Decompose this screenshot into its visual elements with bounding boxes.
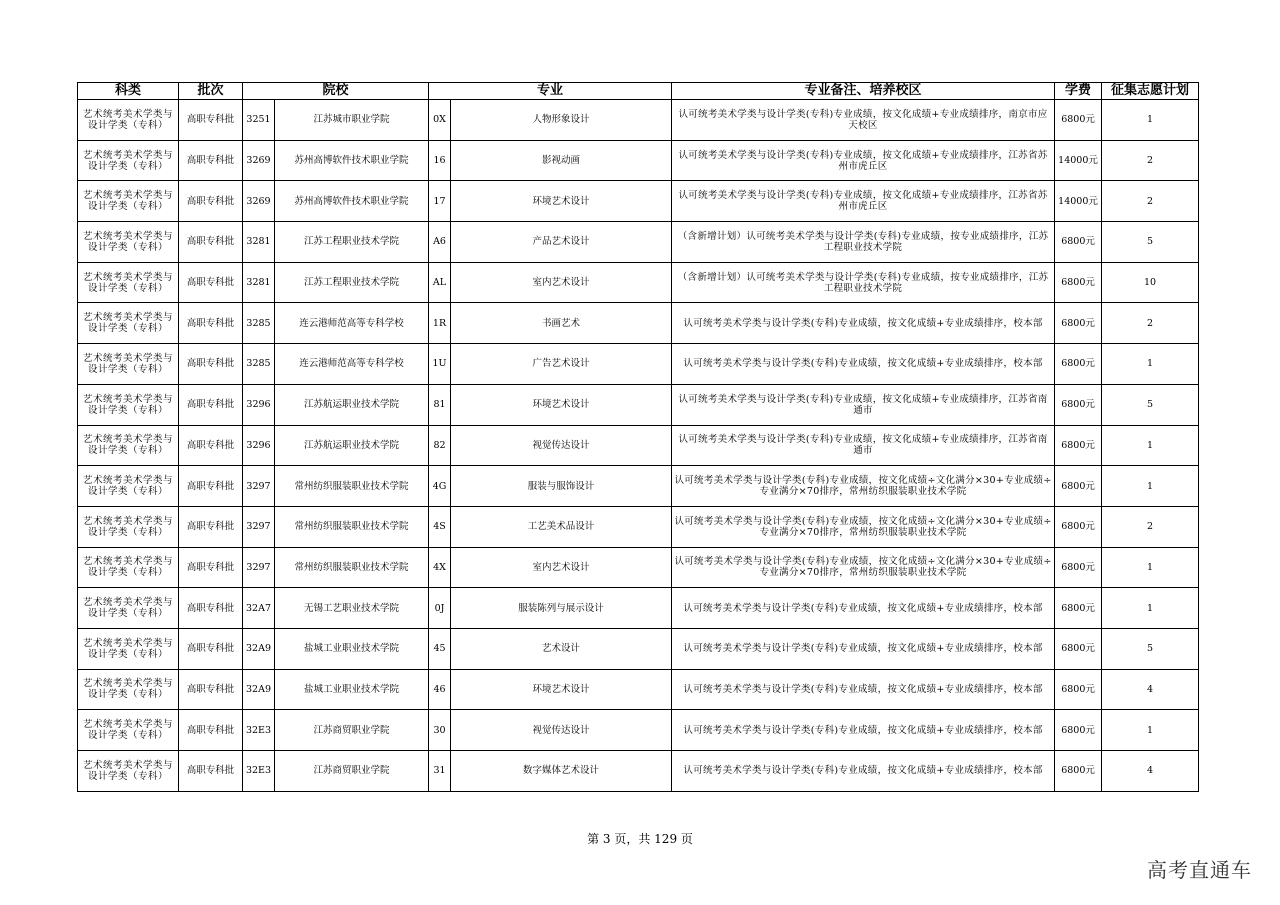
cell-plan: 2 bbox=[1102, 140, 1199, 181]
cell-notes: 认可统考美术学类与设计学类(专科)专业成绩，按文化成绩+专业成绩排序，校本部 bbox=[672, 303, 1055, 344]
header-tuition: 学费 bbox=[1055, 83, 1102, 100]
cell-school-code: 3296 bbox=[243, 425, 275, 466]
cell-tuition: 14000元 bbox=[1055, 181, 1102, 222]
cell-school: 盐城工业职业技术学院 bbox=[275, 669, 429, 710]
cell-notes: 认可统考美术学类与设计学类(专科)专业成绩，按文化成绩+专业成绩排序，江苏省南通市 bbox=[672, 425, 1055, 466]
cell-major-code: 16 bbox=[429, 140, 451, 181]
cell-notes: （含新增计划）认可统考美术学类与设计学类(专科)专业成绩，按专业成绩排序，江苏工程职业技术学院 bbox=[672, 262, 1055, 303]
cell-school-code: 3297 bbox=[243, 466, 275, 507]
cell-batch: 高职专科批 bbox=[179, 425, 243, 466]
cell-school-code: 3269 bbox=[243, 140, 275, 181]
cell-school-code: 3297 bbox=[243, 547, 275, 588]
cell-category: 艺术统考美术学类与设计学类（专科） bbox=[78, 588, 179, 629]
cell-batch: 高职专科批 bbox=[179, 710, 243, 751]
cell-school: 江苏工程职业技术学院 bbox=[275, 222, 429, 263]
cell-major: 工艺美术品设计 bbox=[451, 506, 672, 547]
cell-batch: 高职专科批 bbox=[179, 506, 243, 547]
cell-notes: 认可统考美术学类与设计学类(专科)专业成绩，按文化成绩÷文化满分×30+专业成绩÷专业满分×70排序，常州纺织服装职业技术学院 bbox=[672, 506, 1055, 547]
cell-category: 艺术统考美术学类与设计学类（专科） bbox=[78, 303, 179, 344]
cell-batch: 高职专科批 bbox=[179, 384, 243, 425]
cell-notes: 认可统考美术学类与设计学类(专科)专业成绩，按文化成绩÷文化满分×30+专业成绩÷专业满分×70排序，常州纺织服装职业技术学院 bbox=[672, 547, 1055, 588]
cell-school: 苏州高博软件技术职业学院 bbox=[275, 181, 429, 222]
cell-tuition: 6800元 bbox=[1055, 547, 1102, 588]
cell-major-code: 82 bbox=[429, 425, 451, 466]
cell-school-code: 3296 bbox=[243, 384, 275, 425]
table-row bbox=[78, 751, 1199, 792]
cell-category: 艺术统考美术学类与设计学类（专科） bbox=[78, 751, 179, 792]
table-row bbox=[78, 181, 1199, 222]
cell-major-code: AL bbox=[429, 262, 451, 303]
table-row bbox=[78, 669, 1199, 710]
cell-plan: 5 bbox=[1102, 628, 1199, 669]
table-row bbox=[78, 588, 1199, 629]
admission-table bbox=[77, 82, 1199, 792]
table-row bbox=[78, 262, 1199, 303]
cell-major: 书画艺术 bbox=[451, 303, 672, 344]
cell-category: 艺术统考美术学类与设计学类（专科） bbox=[78, 222, 179, 263]
cell-major-code: 46 bbox=[429, 669, 451, 710]
cell-school-code: 32E3 bbox=[243, 710, 275, 751]
cell-notes: 认可统考美术学类与设计学类(专科)专业成绩，按文化成绩÷文化满分×30+专业成绩÷专业满分×70排序，常州纺织服装职业技术学院 bbox=[672, 466, 1055, 507]
cell-category: 艺术统考美术学类与设计学类（专科） bbox=[78, 181, 179, 222]
table-row bbox=[78, 344, 1199, 385]
header-notes: 专业备注、培养校区 bbox=[672, 83, 1055, 100]
cell-major: 室内艺术设计 bbox=[451, 262, 672, 303]
cell-school-code: 32A9 bbox=[243, 669, 275, 710]
table-row bbox=[78, 506, 1199, 547]
cell-category: 艺术统考美术学类与设计学类（专科） bbox=[78, 547, 179, 588]
cell-batch: 高职专科批 bbox=[179, 628, 243, 669]
cell-tuition: 6800元 bbox=[1055, 588, 1102, 629]
cell-major: 室内艺术设计 bbox=[451, 547, 672, 588]
cell-tuition: 6800元 bbox=[1055, 466, 1102, 507]
cell-school-code: 3285 bbox=[243, 303, 275, 344]
cell-plan: 2 bbox=[1102, 181, 1199, 222]
cell-tuition: 6800元 bbox=[1055, 303, 1102, 344]
cell-batch: 高职专科批 bbox=[179, 222, 243, 263]
cell-major-code: 45 bbox=[429, 628, 451, 669]
cell-school-code: 3285 bbox=[243, 344, 275, 385]
cell-major: 人物形象设计 bbox=[451, 100, 672, 141]
cell-batch: 高职专科批 bbox=[179, 181, 243, 222]
cell-category: 艺术统考美术学类与设计学类（专科） bbox=[78, 344, 179, 385]
table-row bbox=[78, 547, 1199, 588]
cell-school-code: 3269 bbox=[243, 181, 275, 222]
cell-notes: 认可统考美术学类与设计学类(专科)专业成绩，按文化成绩+专业成绩排序，校本部 bbox=[672, 710, 1055, 751]
cell-school: 苏州高博软件技术职业学院 bbox=[275, 140, 429, 181]
cell-major-code: 31 bbox=[429, 751, 451, 792]
cell-major-code: 0J bbox=[429, 588, 451, 629]
header-major: 专业 bbox=[429, 83, 672, 100]
cell-notes: （含新增计划）认可统考美术学类与设计学类(专科)专业成绩，按专业成绩排序，江苏工程职业技术学院 bbox=[672, 222, 1055, 263]
cell-notes: 认可统考美术学类与设计学类(专科)专业成绩，按文化成绩+专业成绩排序，校本部 bbox=[672, 628, 1055, 669]
cell-batch: 高职专科批 bbox=[179, 100, 243, 141]
cell-plan: 1 bbox=[1102, 100, 1199, 141]
cell-major-code: 17 bbox=[429, 181, 451, 222]
table-row bbox=[78, 628, 1199, 669]
cell-plan: 4 bbox=[1102, 751, 1199, 792]
cell-batch: 高职专科批 bbox=[179, 588, 243, 629]
cell-school: 江苏航运职业技术学院 bbox=[275, 384, 429, 425]
cell-school: 连云港师范高等专科学校 bbox=[275, 303, 429, 344]
page-number: 第 3 页，共 129 页 bbox=[587, 832, 693, 846]
cell-school: 常州纺织服装职业技术学院 bbox=[275, 547, 429, 588]
cell-tuition: 6800元 bbox=[1055, 751, 1102, 792]
cell-school-code: 3281 bbox=[243, 222, 275, 263]
cell-batch: 高职专科批 bbox=[179, 547, 243, 588]
table-row bbox=[78, 466, 1199, 507]
cell-category: 艺术统考美术学类与设计学类（专科） bbox=[78, 466, 179, 507]
cell-tuition: 14000元 bbox=[1055, 140, 1102, 181]
cell-batch: 高职专科批 bbox=[179, 303, 243, 344]
cell-notes: 认可统考美术学类与设计学类(专科)专业成绩，按文化成绩+专业成绩排序，校本部 bbox=[672, 751, 1055, 792]
cell-batch: 高职专科批 bbox=[179, 140, 243, 181]
cell-major: 服装与服饰设计 bbox=[451, 466, 672, 507]
cell-major-code: 4S bbox=[429, 506, 451, 547]
cell-plan: 10 bbox=[1102, 262, 1199, 303]
cell-school-code: 3281 bbox=[243, 262, 275, 303]
cell-major-code: 30 bbox=[429, 710, 451, 751]
cell-category: 艺术统考美术学类与设计学类（专科） bbox=[78, 710, 179, 751]
table-row bbox=[78, 710, 1199, 751]
cell-plan: 1 bbox=[1102, 710, 1199, 751]
cell-school: 江苏商贸职业学院 bbox=[275, 751, 429, 792]
cell-school-code: 3297 bbox=[243, 506, 275, 547]
cell-plan: 5 bbox=[1102, 222, 1199, 263]
table-row bbox=[78, 100, 1199, 141]
cell-school: 盐城工业职业技术学院 bbox=[275, 628, 429, 669]
cell-major: 环境艺术设计 bbox=[451, 181, 672, 222]
cell-major: 环境艺术设计 bbox=[451, 669, 672, 710]
cell-plan: 2 bbox=[1102, 303, 1199, 344]
cell-plan: 1 bbox=[1102, 425, 1199, 466]
header-batch: 批次 bbox=[179, 83, 243, 100]
cell-notes: 认可统考美术学类与设计学类(专科)专业成绩，按文化成绩+专业成绩排序，江苏省苏州市虎丘区 bbox=[672, 140, 1055, 181]
cell-plan: 1 bbox=[1102, 466, 1199, 507]
cell-notes: 认可统考美术学类与设计学类(专科)专业成绩，按文化成绩+专业成绩排序，校本部 bbox=[672, 669, 1055, 710]
cell-tuition: 6800元 bbox=[1055, 262, 1102, 303]
cell-batch: 高职专科批 bbox=[179, 751, 243, 792]
cell-major: 产品艺术设计 bbox=[451, 222, 672, 263]
cell-category: 艺术统考美术学类与设计学类（专科） bbox=[78, 384, 179, 425]
cell-major-code: 4G bbox=[429, 466, 451, 507]
table-row bbox=[78, 222, 1199, 263]
cell-category: 艺术统考美术学类与设计学类（专科） bbox=[78, 425, 179, 466]
cell-notes: 认可统考美术学类与设计学类(专科)专业成绩，按文化成绩+专业成绩排序，校本部 bbox=[672, 588, 1055, 629]
cell-school: 常州纺织服装职业技术学院 bbox=[275, 466, 429, 507]
cell-major: 视觉传达设计 bbox=[451, 710, 672, 751]
cell-school: 江苏商贸职业学院 bbox=[275, 710, 429, 751]
cell-school: 江苏航运职业技术学院 bbox=[275, 425, 429, 466]
cell-major-code: 1U bbox=[429, 344, 451, 385]
cell-plan: 1 bbox=[1102, 344, 1199, 385]
cell-school-code: 32A7 bbox=[243, 588, 275, 629]
cell-major: 影视动画 bbox=[451, 140, 672, 181]
cell-plan: 1 bbox=[1102, 588, 1199, 629]
table-row bbox=[78, 140, 1199, 181]
cell-major: 数字媒体艺术设计 bbox=[451, 751, 672, 792]
cell-notes: 认可统考美术学类与设计学类(专科)专业成绩，按文化成绩+专业成绩排序，江苏省苏州市虎丘区 bbox=[672, 181, 1055, 222]
cell-major: 广告艺术设计 bbox=[451, 344, 672, 385]
cell-category: 艺术统考美术学类与设计学类（专科） bbox=[78, 140, 179, 181]
table-row bbox=[78, 303, 1199, 344]
cell-tuition: 6800元 bbox=[1055, 425, 1102, 466]
cell-tuition: 6800元 bbox=[1055, 628, 1102, 669]
cell-major-code: 1R bbox=[429, 303, 451, 344]
cell-batch: 高职专科批 bbox=[179, 466, 243, 507]
cell-plan: 4 bbox=[1102, 669, 1199, 710]
watermark-logo: 高考直通车 bbox=[1147, 858, 1252, 882]
cell-tuition: 6800元 bbox=[1055, 506, 1102, 547]
cell-major: 服装陈列与展示设计 bbox=[451, 588, 672, 629]
cell-notes: 认可统考美术学类与设计学类(专科)专业成绩，按文化成绩+专业成绩排序，江苏省南通市 bbox=[672, 384, 1055, 425]
cell-school: 无锡工艺职业技术学院 bbox=[275, 588, 429, 629]
cell-major-code: A6 bbox=[429, 222, 451, 263]
cell-notes: 认可统考美术学类与设计学类(专科)专业成绩，按文化成绩+专业成绩排序，南京市应天校区 bbox=[672, 100, 1055, 141]
cell-tuition: 6800元 bbox=[1055, 222, 1102, 263]
header-plan: 征集志愿计划 bbox=[1102, 83, 1199, 100]
cell-major: 艺术设计 bbox=[451, 628, 672, 669]
table-body bbox=[78, 100, 1199, 792]
cell-school: 连云港师范高等专科学校 bbox=[275, 344, 429, 385]
cell-batch: 高职专科批 bbox=[179, 669, 243, 710]
cell-school-code: 32E3 bbox=[243, 751, 275, 792]
cell-category: 艺术统考美术学类与设计学类（专科） bbox=[78, 506, 179, 547]
cell-plan: 1 bbox=[1102, 547, 1199, 588]
cell-major-code: 81 bbox=[429, 384, 451, 425]
cell-tuition: 6800元 bbox=[1055, 384, 1102, 425]
cell-category: 艺术统考美术学类与设计学类（专科） bbox=[78, 100, 179, 141]
cell-tuition: 6800元 bbox=[1055, 710, 1102, 751]
cell-school-code: 32A9 bbox=[243, 628, 275, 669]
cell-tuition: 6800元 bbox=[1055, 100, 1102, 141]
cell-major: 视觉传达设计 bbox=[451, 425, 672, 466]
cell-category: 艺术统考美术学类与设计学类（专科） bbox=[78, 669, 179, 710]
cell-notes: 认可统考美术学类与设计学类(专科)专业成绩，按文化成绩+专业成绩排序，校本部 bbox=[672, 344, 1055, 385]
cell-batch: 高职专科批 bbox=[179, 262, 243, 303]
table-header-row bbox=[78, 83, 1199, 100]
table-row bbox=[78, 425, 1199, 466]
header-school: 院校 bbox=[243, 83, 429, 100]
cell-category: 艺术统考美术学类与设计学类（专科） bbox=[78, 262, 179, 303]
cell-major: 环境艺术设计 bbox=[451, 384, 672, 425]
cell-category: 艺术统考美术学类与设计学类（专科） bbox=[78, 628, 179, 669]
table-row bbox=[78, 384, 1199, 425]
cell-tuition: 6800元 bbox=[1055, 669, 1102, 710]
cell-plan: 5 bbox=[1102, 384, 1199, 425]
cell-tuition: 6800元 bbox=[1055, 344, 1102, 385]
cell-major-code: 4X bbox=[429, 547, 451, 588]
cell-batch: 高职专科批 bbox=[179, 344, 243, 385]
cell-school: 江苏工程职业技术学院 bbox=[275, 262, 429, 303]
cell-school: 江苏城市职业学院 bbox=[275, 100, 429, 141]
cell-school-code: 3251 bbox=[243, 100, 275, 141]
cell-plan: 2 bbox=[1102, 506, 1199, 547]
header-category: 科类 bbox=[78, 83, 179, 100]
cell-major-code: 0X bbox=[429, 100, 451, 141]
cell-school: 常州纺织服装职业技术学院 bbox=[275, 506, 429, 547]
